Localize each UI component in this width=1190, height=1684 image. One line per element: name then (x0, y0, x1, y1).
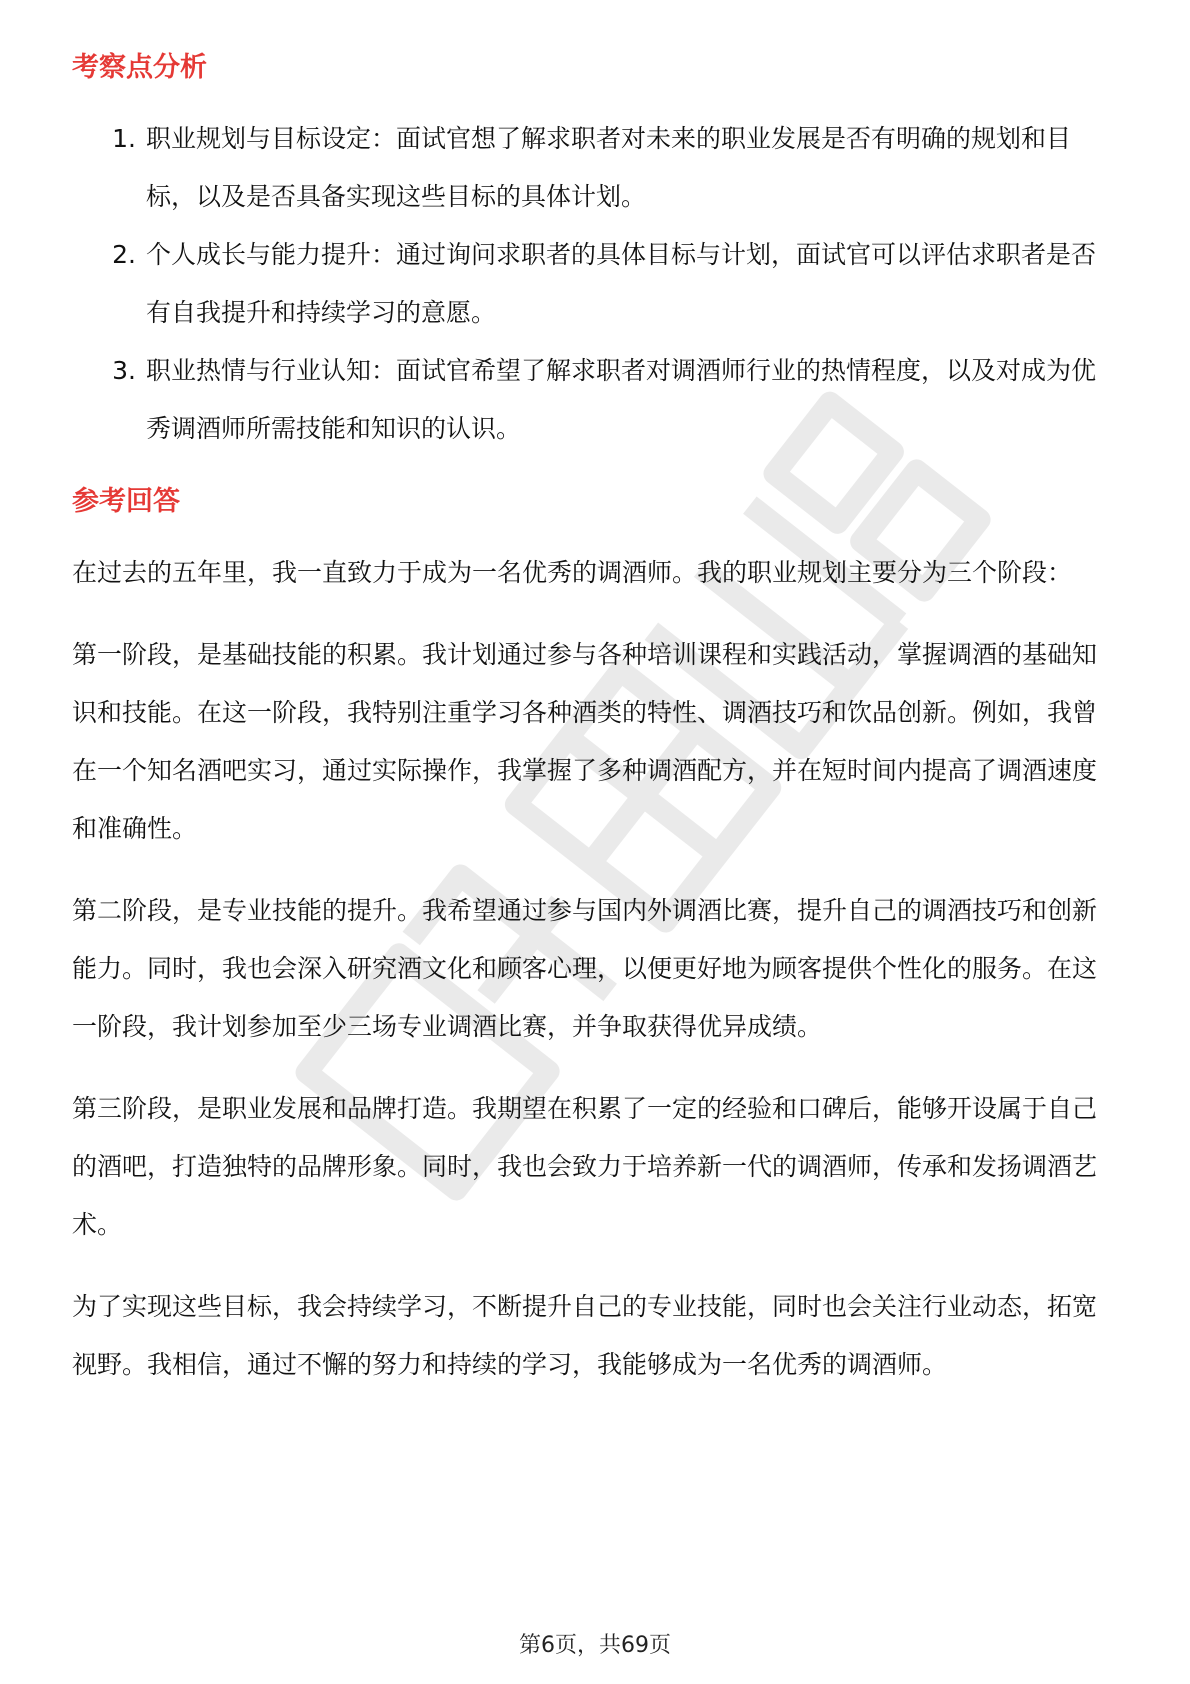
list-item-number: 3. (112, 356, 136, 385)
list-item-text: 职业热情与行业认知：面试官希望了解求职者对调酒师行业的热情程度，以及对成为优秀调酒师所需技能和知识的认识。 (146, 356, 1097, 443)
answer-paragraph: 第一阶段，是基础技能的积累。我计划通过参与各种培训课程和实践活动，掌握调酒的基础知识和技能。在这一阶段，我特别注重学习各种酒类的特性、调酒技巧和饮品创新。例如，我曾在一个知名酒吧实习，通过实际操作，我掌握了多种调酒配方，并在短时间内提高了调酒速度和准确性。 (72, 640, 1098, 843)
list-item (72, 110, 1118, 226)
analysis-heading: 考察点分析 (72, 52, 207, 83)
answer-paragraph: 第三阶段，是职业发展和品牌打造。我期望在积累了一定的经验和口碑后，能够开设属于自己的酒吧，打造独特的品牌形象。同时，我也会致力于培养新一代的调酒师，传承和发扬调酒艺术。 (72, 1094, 1098, 1239)
analysis-list (72, 110, 1118, 458)
list-item-number: 2. (112, 240, 136, 269)
list-item-text: 职业规划与目标设定：面试官想了解求职者对未来的职业发展是否有明确的规划和目标，以及是否具备实现这些目标的具体计划。 (146, 124, 1072, 211)
answer-paragraph: 在过去的五年里，我一直致力于成为一名优秀的调酒师。我的职业规划主要分为三个阶段： (72, 558, 1073, 587)
answer-paragraph: 为了实现这些目标，我会持续学习，不断提升自己的专业技能，同时也会关注行业动态，拓宽视野。我相信，通过不懈的努力和持续的学习，我能够成为一名优秀的调酒师。 (72, 1292, 1098, 1379)
list-item-number: 1. (112, 124, 136, 153)
answer-heading: 参考回答 (72, 486, 180, 517)
list-item-text: 个人成长与能力提升：通过询问求职者的具体目标与计划，面试官可以评估求职者是否有自我提升和持续学习的意愿。 (146, 240, 1097, 327)
page-number: 第6页，共69页 (519, 1633, 671, 1658)
document-page (72, 48, 1118, 1394)
list-item (72, 342, 1118, 458)
answer-paragraph: 第二阶段，是专业技能的提升。我希望通过参与国内外调酒比赛，提升自己的调酒技巧和创新能力。同时，我也会深入研究酒文化和顾客心理，以便更好地为顾客提供个性化的服务。在这一阶段，我计划参加至少三场专业调酒比赛，并争取获得优异成绩。 (72, 896, 1098, 1041)
list-item (72, 226, 1118, 342)
